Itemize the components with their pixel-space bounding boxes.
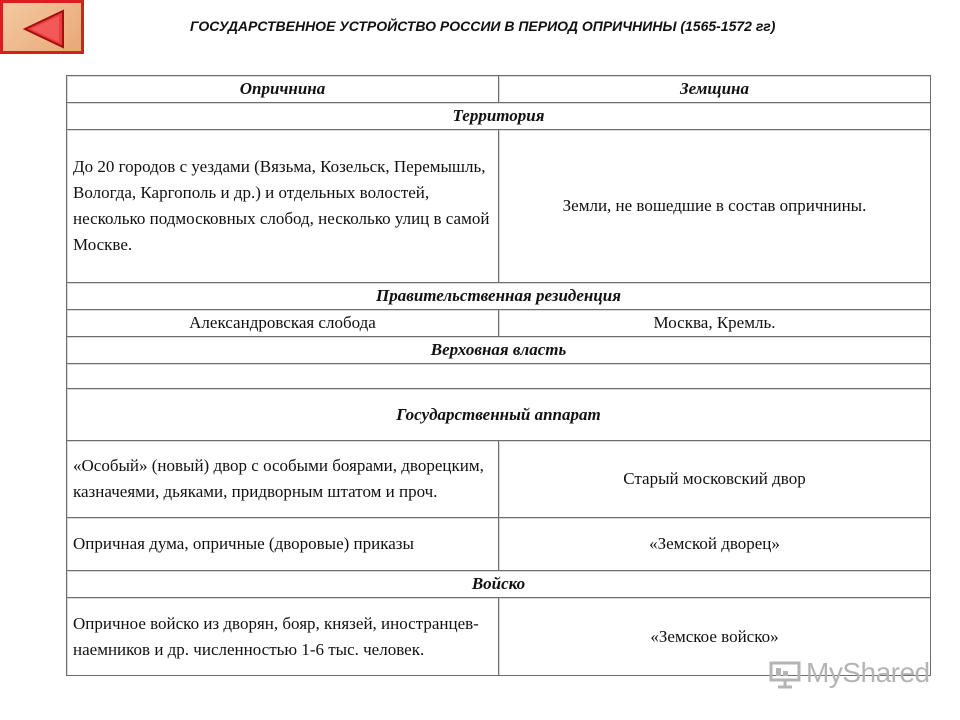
apparatus-oprichnina-duma: Опричная дума, опричные (дворовые) приказы	[67, 518, 499, 571]
empty-row	[67, 364, 931, 389]
territory-oprichnina: До 20 городов с уездами (Вязьма, Козельск, Перемышль, Вологда, Каргополь и др.) и отдельных волостей, несколько подмосковных слобод, несколько улиц в самой Москве.	[67, 130, 499, 283]
oprichnina-table	[66, 75, 931, 676]
army-oprichnina: Опричное войско из дворян, бояр, князей, иностранцев-наемников и др. численностью 1-6 тыс. человек.	[67, 598, 499, 676]
apparatus-zemshchina-court: Старый московский двор	[499, 441, 931, 518]
presentation-board-icon	[768, 659, 802, 689]
page-title: ГОСУДАРСТВЕННОЕ УСТРОЙСТВО РОССИИ В ПЕРИОД ОПРИЧНИНЫ (1565-1572 гг)	[190, 18, 776, 34]
residence-zemshchina: Москва, Кремль.	[499, 310, 931, 337]
section-territory: Территория	[67, 103, 931, 130]
watermark-text: MyShared	[806, 657, 930, 688]
section-army: Войско	[67, 571, 931, 598]
apparatus-zemshchina-palace: «Земской дворец»	[499, 518, 931, 571]
section-state-apparatus: Государственный аппарат	[67, 389, 931, 441]
section-supreme-power: Верховная власть	[67, 337, 931, 364]
back-button[interactable]	[0, 0, 84, 54]
residence-oprichnina: Александровская слобода	[67, 310, 499, 337]
header-zemshchina: Земщина	[499, 76, 931, 103]
army-zemshchina: «Земское войско»	[499, 598, 931, 676]
left-triangle-icon	[21, 8, 67, 50]
header-oprichnina: Опричнина	[67, 76, 499, 103]
section-residence: Правительственная резиденция	[67, 283, 931, 310]
apparatus-oprichnina-court: «Особый» (новый) двор с особыми боярами, дворецким, казначеями, дьяками, придворным штатом и проч.	[67, 441, 499, 518]
myshared-watermark	[768, 657, 928, 693]
territory-zemshchina: Земли, не вошедшие в состав опричнины.	[499, 130, 931, 283]
